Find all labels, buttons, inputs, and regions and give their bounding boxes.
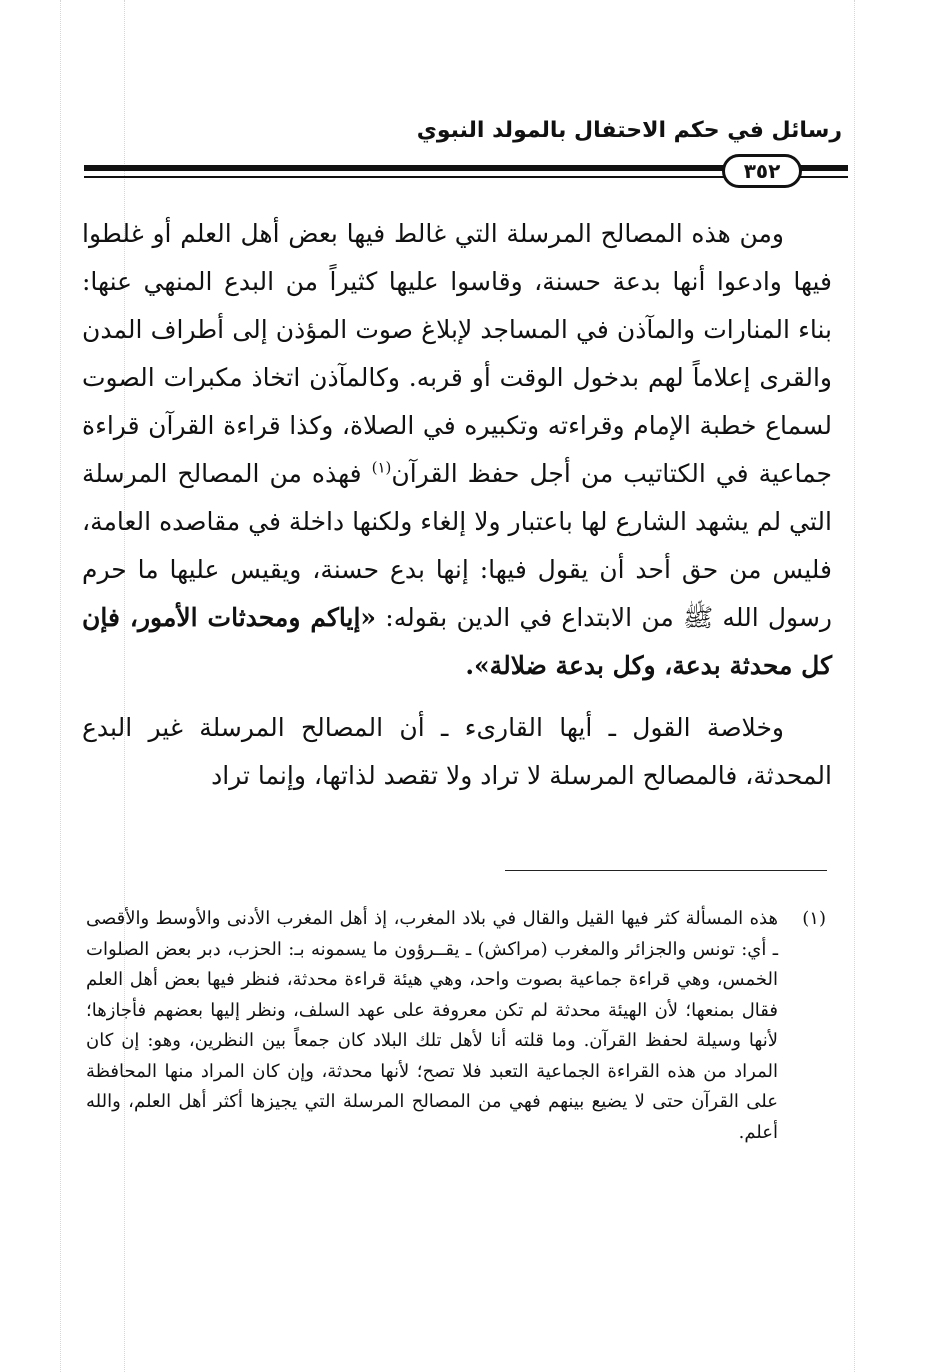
scan-guide-line — [854, 0, 855, 1372]
footnote-reference: (١) — [371, 458, 392, 477]
footnote-separator — [505, 870, 827, 871]
scan-guide-line — [60, 0, 61, 1372]
paragraph-text: ومن هذه المصالح المرسلة التي غالط فيها بعض أهل العلم أو غلطوا فيها وادعوا أنها بدعة حسنة، وقاسوا عليها كثيراً من البدع المنهي عنها: بناء المنارات والمآذن في المساجد لإبلاغ صوت المؤذن إلى أطراف المدن والقرى إعلاماً لهم بدخول الوقت أو قربه. وكالمآذن اتخاذ مكبرات الصوت لسماع خطبة الإمام وقراءته وتكبيره في الصلاة، وكذا قراءة القرآن قراءة جماعية في الكتاتيب من أجل حفظ القرآن — [82, 219, 832, 488]
footnote-marker: (١) — [802, 908, 826, 929]
header-rule — [800, 165, 848, 171]
hadith-quote: «إياكم ومحدثات الأمور، فإن كل محدثة — [82, 603, 832, 680]
footnote-text: هذه المسألة كثر فيها القيل والقال في بلاد المغرب، إذ أهل المغرب الأدنى والأوسط والأقصى ـ أي: تونس والجزائر والمغرب (مراكش) ـ يقــرؤون ما يسمونه بـ: الحزب، دبر بعض الصلوات الخمس، وهي قراءة جماعية بصوت واحد، وهي هيئة قراءة محدثة، فنظر فيها بعض أهل العلم فقال بمنعها؛ لأن الهيئة محدثة لم تكن معروفة على عهد السلف، ونظر إليها بعضهم فأجازها؛ لأنها وسيلة لحفظ القرآن. وما قلته أنا لأهل تلك البلاد كان جمعاً بين النظرين، وهو: إن كان المراد من هذه القراءة الجماعية التعبد فلا تصح؛ لأنها محدثة، وإن كان المراد منها المحافظة على القرآن حتى لا يضيع بينهم فهي من المصالح المرسلة التي يجيزها أكثر أهل العلم، والله أعلم. — [86, 908, 778, 1143]
paragraph: وخلاصة القول ـ أيها القارىء ـ أن المصالح المرسلة غير البدع المحدثة، فالمصالح المرسلة لا تراد ولا تقصد لذاتها، وإنما تراد — [82, 713, 832, 790]
page-number: ٣٥٢ — [722, 154, 802, 188]
footnote — [86, 904, 826, 1148]
paragraph-text: فهذه من المصالح المرسلة التي لم يشهد الشارع لها باعتبار ولا إلغاء ولكنها داخلة في مقاصده العامة، فليس من حق أحد أن يقول فيها: إنها بدع حسنة، ويقيس عليها ما حرم رسول الله ﷺ من الابتداع في الدين بقوله: — [82, 459, 832, 632]
header-rule — [800, 176, 848, 178]
paragraph — [82, 210, 832, 690]
running-header-title: رسائل في حكم الاحتفال بالمولد النبوي — [416, 118, 842, 143]
hadith-quote-end: بدعة، وكل بدعة ضلالة». — [465, 651, 730, 680]
main-text — [82, 210, 832, 800]
header-rule — [84, 176, 724, 178]
header-rule — [84, 165, 724, 171]
